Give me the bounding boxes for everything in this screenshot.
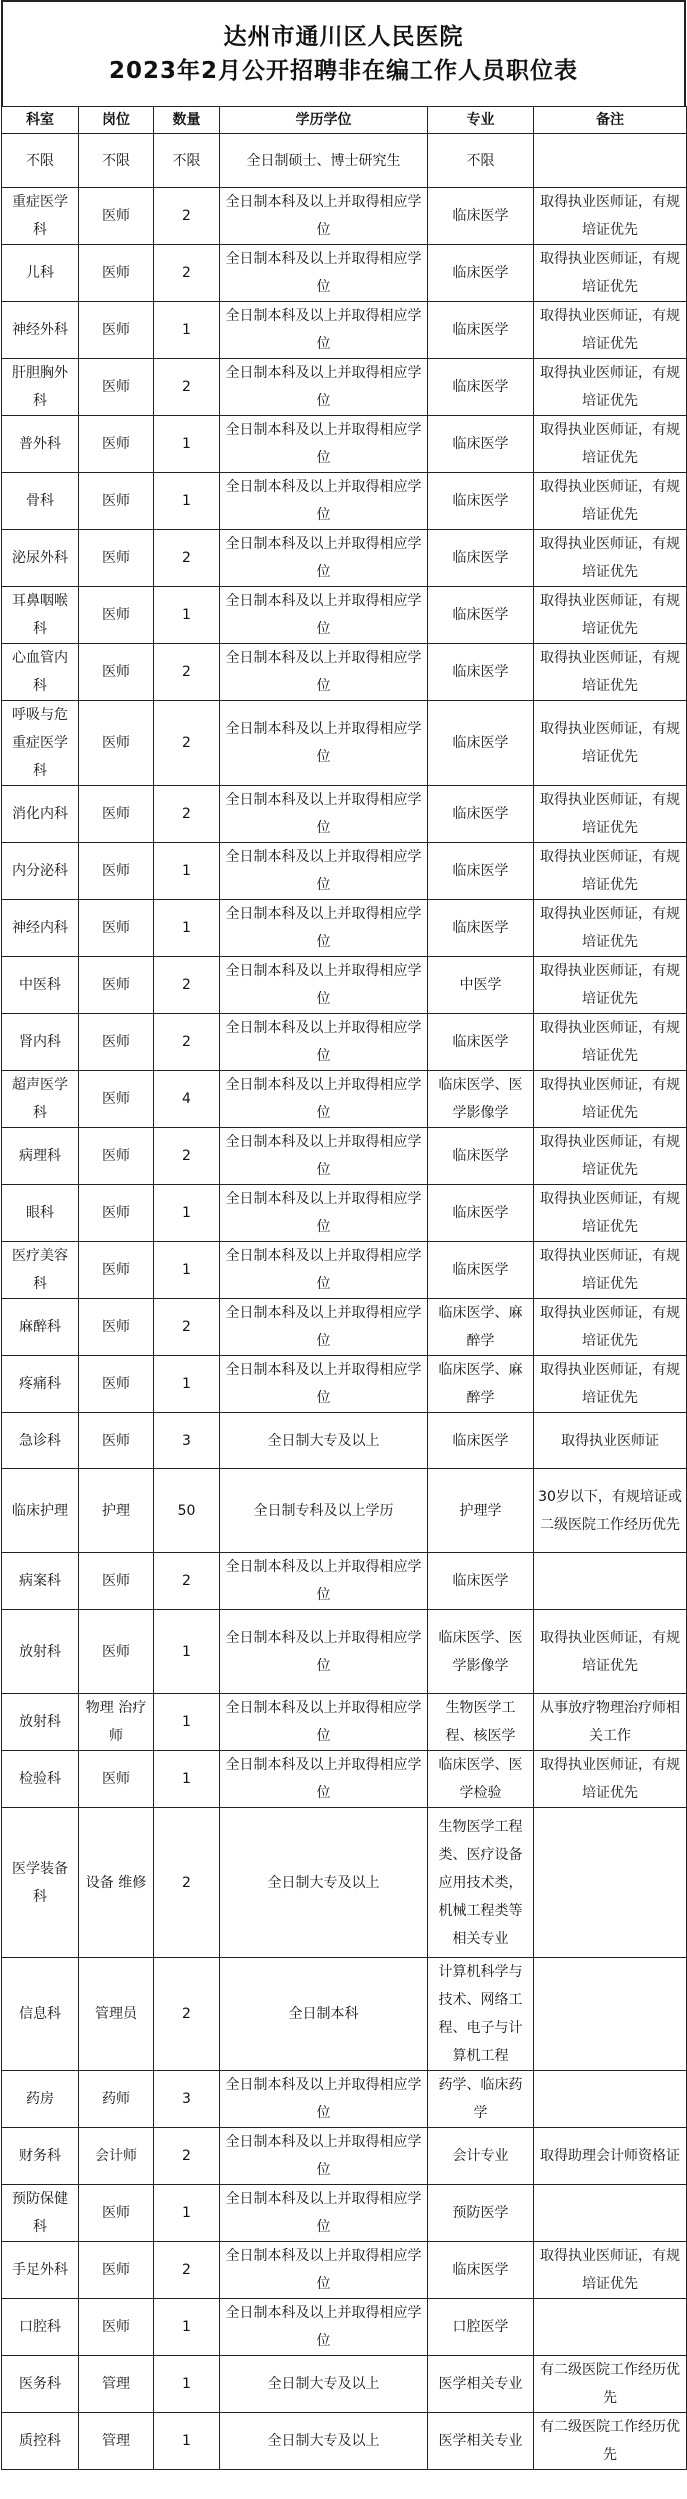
- cell-education: 全日制本科及以上并取得相应学位: [220, 786, 428, 843]
- table-row: [2, 2413, 687, 2470]
- cell-position: 医师: [79, 1071, 154, 1128]
- cell-major: 临床医学、麻醉学: [428, 1299, 534, 1356]
- cell-remarks: [534, 2071, 687, 2128]
- cell-department: 不限: [2, 134, 79, 188]
- cell-education: 全日制本科及以上并取得相应学位: [220, 2242, 428, 2299]
- cell-major: 临床医学: [428, 530, 534, 587]
- table-row: [2, 2242, 687, 2299]
- cell-department: 超声医学科: [2, 1071, 79, 1128]
- cell-remarks: 取得执业医师证，有规培证优先: [534, 416, 687, 473]
- cell-education: 全日制本科及以上并取得相应学位: [220, 1014, 428, 1071]
- cell-count: 1: [154, 2299, 220, 2356]
- cell-education: 全日制本科及以上并取得相应学位: [220, 900, 428, 957]
- cell-major: 临床医学: [428, 473, 534, 530]
- table-row: [2, 2185, 687, 2242]
- table-row: [2, 1553, 687, 1610]
- cell-count: 1: [154, 2356, 220, 2413]
- cell-department: 消化内科: [2, 786, 79, 843]
- cell-position: 医师: [79, 1610, 154, 1694]
- cell-position: 医师: [79, 1014, 154, 1071]
- cell-education: 全日制本科及以上并取得相应学位: [220, 188, 428, 245]
- cell-education: 全日制本科及以上并取得相应学位: [220, 1356, 428, 1413]
- cell-major: 预防医学: [428, 2185, 534, 2242]
- cell-major: 临床医学、医学影像学: [428, 1071, 534, 1128]
- cell-count: 2: [154, 2128, 220, 2185]
- table-row: [2, 1128, 687, 1185]
- cell-department: 病理科: [2, 1128, 79, 1185]
- table-row: [2, 416, 687, 473]
- cell-department: 内分泌科: [2, 843, 79, 900]
- cell-major: 临床医学、医学影像学: [428, 1610, 534, 1694]
- cell-major: 计算机科学与技术、网络工程、电子与计算机工程: [428, 1958, 534, 2071]
- cell-department: 急诊科: [2, 1413, 79, 1469]
- cell-major: 临床医学: [428, 2242, 534, 2299]
- cell-count: 2: [154, 1808, 220, 1958]
- cell-education: 全日制本科及以上并取得相应学位: [220, 2185, 428, 2242]
- table-row: [2, 1958, 687, 2071]
- header-major: 专业: [428, 107, 534, 134]
- cell-count: 1: [154, 1185, 220, 1242]
- cell-remarks: 取得执业医师证，有规培证优先: [534, 957, 687, 1014]
- cell-count: 2: [154, 359, 220, 416]
- cell-position: 医师: [79, 644, 154, 701]
- cell-department: 临床护理: [2, 1469, 79, 1553]
- document: [1, 0, 686, 2470]
- cell-remarks: 取得执业医师证，有规培证优先: [534, 1242, 687, 1299]
- cell-department: 肾内科: [2, 1014, 79, 1071]
- cell-count: 4: [154, 1071, 220, 1128]
- cell-remarks: [534, 1958, 687, 2071]
- cell-education: 全日制本科及以上并取得相应学位: [220, 530, 428, 587]
- cell-department: 口腔科: [2, 2299, 79, 2356]
- cell-major: 临床医学: [428, 1185, 534, 1242]
- header-remarks: 备注: [534, 107, 687, 134]
- table-row: [2, 1356, 687, 1413]
- table-row: [2, 302, 687, 359]
- cell-position: 医师: [79, 2242, 154, 2299]
- cell-education: 全日制本科及以上并取得相应学位: [220, 587, 428, 644]
- cell-remarks: 取得执业医师证，有规培证优先: [534, 1014, 687, 1071]
- cell-count: 2: [154, 1299, 220, 1356]
- cell-count: 1: [154, 1356, 220, 1413]
- cell-department: 重症医学科: [2, 188, 79, 245]
- cell-count: 2: [154, 1014, 220, 1071]
- table-row: [2, 900, 687, 957]
- cell-major: 不限: [428, 134, 534, 188]
- cell-remarks: 取得助理会计师资格证: [534, 2128, 687, 2185]
- cell-position: 医师: [79, 587, 154, 644]
- cell-count: 2: [154, 957, 220, 1014]
- cell-department: 放射科: [2, 1610, 79, 1694]
- cell-education: 全日制本科及以上并取得相应学位: [220, 1751, 428, 1808]
- cell-education: 全日制本科及以上并取得相应学位: [220, 1242, 428, 1299]
- cell-education: 全日制硕士、博士研究生: [220, 134, 428, 188]
- cell-major: 临床医学: [428, 587, 534, 644]
- cell-major: 临床医学: [428, 1553, 534, 1610]
- cell-major: 临床医学: [428, 701, 534, 786]
- cell-education: 全日制大专及以上: [220, 2356, 428, 2413]
- cell-remarks: 取得执业医师证，有规培证优先: [534, 786, 687, 843]
- cell-education: 全日制本科及以上并取得相应学位: [220, 416, 428, 473]
- cell-position: 医师: [79, 786, 154, 843]
- cell-major: 口腔医学: [428, 2299, 534, 2356]
- cell-position: 管理: [79, 2356, 154, 2413]
- cell-education: 全日制本科及以上并取得相应学位: [220, 1185, 428, 1242]
- cell-position: 医师: [79, 1242, 154, 1299]
- cell-position: 管理: [79, 2413, 154, 2470]
- cell-count: 1: [154, 843, 220, 900]
- cell-education: 全日制本科及以上并取得相应学位: [220, 2299, 428, 2356]
- cell-count: 1: [154, 1694, 220, 1751]
- cell-education: 全日制本科: [220, 1958, 428, 2071]
- cell-remarks: 取得执业医师证，有规培证优先: [534, 587, 687, 644]
- cell-remarks: 取得执业医师证，有规培证优先: [534, 188, 687, 245]
- cell-department: 药房: [2, 2071, 79, 2128]
- cell-count: 2: [154, 530, 220, 587]
- table-row: [2, 957, 687, 1014]
- cell-remarks: 取得执业医师证，有规培证优先: [534, 1071, 687, 1128]
- cell-major: 临床医学: [428, 302, 534, 359]
- cell-major: 临床医学: [428, 188, 534, 245]
- cell-major: 临床医学: [428, 359, 534, 416]
- cell-department: 儿科: [2, 245, 79, 302]
- cell-count: 2: [154, 701, 220, 786]
- cell-remarks: 取得执业医师证，有规培证优先: [534, 245, 687, 302]
- cell-department: 普外科: [2, 416, 79, 473]
- table-row: [2, 1610, 687, 1694]
- cell-count: 50: [154, 1469, 220, 1553]
- document-subtitle: 2023年2月公开招聘非在编工作人员职位表: [108, 58, 579, 84]
- title-block: [1, 0, 686, 106]
- header-position: 岗位: [79, 107, 154, 134]
- cell-count: 2: [154, 1553, 220, 1610]
- cell-major: 药学、临床药学: [428, 2071, 534, 2128]
- cell-position: 医师: [79, 1751, 154, 1808]
- cell-count: 1: [154, 587, 220, 644]
- table-row: [2, 1469, 687, 1553]
- cell-remarks: 取得执业医师证，有规培证优先: [534, 1299, 687, 1356]
- cell-remarks: 取得执业医师证，有规培证优先: [534, 701, 687, 786]
- cell-major: 临床医学、麻醉学: [428, 1356, 534, 1413]
- table-row: [2, 359, 687, 416]
- table-row: [2, 1751, 687, 1808]
- header-department: 科室: [2, 107, 79, 134]
- cell-department: 疼痛科: [2, 1356, 79, 1413]
- cell-remarks: 有二级医院工作经历优先: [534, 2356, 687, 2413]
- cell-remarks: 取得执业医师证，有规培证优先: [534, 302, 687, 359]
- cell-position: 医师: [79, 957, 154, 1014]
- cell-count: 2: [154, 1128, 220, 1185]
- cell-count: 不限: [154, 134, 220, 188]
- cell-position: 医师: [79, 701, 154, 786]
- table-row: [2, 188, 687, 245]
- cell-department: 财务科: [2, 2128, 79, 2185]
- cell-department: 中医科: [2, 957, 79, 1014]
- cell-major: 医学相关专业: [428, 2413, 534, 2470]
- cell-education: 全日制本科及以上并取得相应学位: [220, 1071, 428, 1128]
- cell-major: 临床医学: [428, 644, 534, 701]
- cell-major: 临床医学、医学检验: [428, 1751, 534, 1808]
- cell-count: 2: [154, 188, 220, 245]
- cell-position: 医师: [79, 1185, 154, 1242]
- table-row: [2, 1185, 687, 1242]
- cell-count: 1: [154, 1610, 220, 1694]
- cell-remarks: [534, 134, 687, 188]
- cell-remarks: 取得执业医师证，有规培证优先: [534, 1356, 687, 1413]
- cell-major: 临床医学: [428, 843, 534, 900]
- cell-education: 全日制本科及以上并取得相应学位: [220, 1694, 428, 1751]
- table-row: [2, 2071, 687, 2128]
- cell-remarks: 30岁以下，有规培证或二级医院工作经历优先: [534, 1469, 687, 1553]
- cell-education: 全日制大专及以上: [220, 1808, 428, 1958]
- cell-position: 医师: [79, 1413, 154, 1469]
- table-row: [2, 1014, 687, 1071]
- cell-education: 全日制本科及以上并取得相应学位: [220, 644, 428, 701]
- cell-position: 医师: [79, 530, 154, 587]
- cell-position: 医师: [79, 900, 154, 957]
- cell-position: 管理员: [79, 1958, 154, 2071]
- cell-education: 全日制本科及以上并取得相应学位: [220, 1553, 428, 1610]
- cell-count: 1: [154, 2185, 220, 2242]
- cell-remarks: 取得执业医师证，有规培证优先: [534, 1751, 687, 1808]
- cell-count: 1: [154, 2413, 220, 2470]
- cell-count: 1: [154, 900, 220, 957]
- table-row: [2, 2128, 687, 2185]
- document-title: 达州市通川区人民医院: [223, 24, 464, 50]
- table-row: [2, 530, 687, 587]
- cell-education: 全日制专科及以上学历: [220, 1469, 428, 1553]
- cell-education: 全日制本科及以上并取得相应学位: [220, 302, 428, 359]
- table-row: [2, 473, 687, 530]
- cell-education: 全日制大专及以上: [220, 1413, 428, 1469]
- cell-department: 医务科: [2, 2356, 79, 2413]
- cell-education: 全日制本科及以上并取得相应学位: [220, 1610, 428, 1694]
- cell-education: 全日制本科及以上并取得相应学位: [220, 245, 428, 302]
- cell-major: 护理学: [428, 1469, 534, 1553]
- cell-remarks: 取得执业医师证，有规培证优先: [534, 1128, 687, 1185]
- cell-position: 医师: [79, 2299, 154, 2356]
- cell-education: 全日制本科及以上并取得相应学位: [220, 473, 428, 530]
- cell-department: 呼吸与危重症医学科: [2, 701, 79, 786]
- cell-remarks: 从事放疗物理治疗师相关工作: [534, 1694, 687, 1751]
- cell-count: 2: [154, 786, 220, 843]
- cell-remarks: 取得执业医师证，有规培证优先: [534, 2242, 687, 2299]
- cell-major: 临床医学: [428, 1014, 534, 1071]
- cell-major: 临床医学: [428, 786, 534, 843]
- cell-position: 物理 治疗师: [79, 1694, 154, 1751]
- cell-department: 肝胆胸外科: [2, 359, 79, 416]
- cell-department: 心血管内科: [2, 644, 79, 701]
- cell-department: 病案科: [2, 1553, 79, 1610]
- positions-table: [1, 106, 687, 2470]
- table-row: [2, 1299, 687, 1356]
- cell-department: 医学装备科: [2, 1808, 79, 1958]
- table-row: [2, 701, 687, 786]
- cell-department: 检验科: [2, 1751, 79, 1808]
- cell-position: 医师: [79, 245, 154, 302]
- cell-remarks: 取得执业医师证: [534, 1413, 687, 1469]
- cell-count: 2: [154, 1958, 220, 2071]
- cell-department: 手足外科: [2, 2242, 79, 2299]
- cell-position: 医师: [79, 2185, 154, 2242]
- cell-remarks: 取得执业医师证，有规培证优先: [534, 900, 687, 957]
- cell-department: 麻醉科: [2, 1299, 79, 1356]
- cell-position: 设备 维修: [79, 1808, 154, 1958]
- cell-remarks: 取得执业医师证，有规培证优先: [534, 473, 687, 530]
- table-row: [2, 843, 687, 900]
- cell-count: 1: [154, 473, 220, 530]
- cell-position: 药师: [79, 2071, 154, 2128]
- cell-department: 骨科: [2, 473, 79, 530]
- cell-remarks: 取得执业医师证，有规培证优先: [534, 1610, 687, 1694]
- cell-position: 医师: [79, 302, 154, 359]
- cell-position: 医师: [79, 473, 154, 530]
- cell-remarks: [534, 2185, 687, 2242]
- cell-education: 全日制大专及以上: [220, 2413, 428, 2470]
- table-row: [2, 1071, 687, 1128]
- cell-major: 会计专业: [428, 2128, 534, 2185]
- cell-department: 预防保健科: [2, 2185, 79, 2242]
- cell-remarks: [534, 1808, 687, 1958]
- cell-education: 全日制本科及以上并取得相应学位: [220, 2071, 428, 2128]
- cell-remarks: 取得执业医师证，有规培证优先: [534, 843, 687, 900]
- cell-education: 全日制本科及以上并取得相应学位: [220, 1299, 428, 1356]
- cell-position: 医师: [79, 1553, 154, 1610]
- table-row: [2, 2356, 687, 2413]
- table-row: [2, 587, 687, 644]
- cell-remarks: [534, 2299, 687, 2356]
- cell-education: 全日制本科及以上并取得相应学位: [220, 1128, 428, 1185]
- cell-count: 2: [154, 2242, 220, 2299]
- cell-position: 医师: [79, 359, 154, 416]
- cell-department: 神经内科: [2, 900, 79, 957]
- cell-position: 医师: [79, 416, 154, 473]
- table-row: [2, 1242, 687, 1299]
- cell-remarks: 取得执业医师证，有规培证优先: [534, 644, 687, 701]
- cell-count: 2: [154, 644, 220, 701]
- cell-remarks: 取得执业医师证，有规培证优先: [534, 1185, 687, 1242]
- cell-major: 临床医学: [428, 900, 534, 957]
- header-education: 学历学位: [220, 107, 428, 134]
- cell-remarks: 取得执业医师证，有规培证优先: [534, 530, 687, 587]
- table-row: [2, 245, 687, 302]
- cell-education: 全日制本科及以上并取得相应学位: [220, 2128, 428, 2185]
- cell-position: 医师: [79, 1128, 154, 1185]
- cell-education: 全日制本科及以上并取得相应学位: [220, 957, 428, 1014]
- cell-remarks: 有二级医院工作经历优先: [534, 2413, 687, 2470]
- table-row: [2, 1808, 687, 1958]
- cell-education: 全日制本科及以上并取得相应学位: [220, 843, 428, 900]
- cell-remarks: [534, 1553, 687, 1610]
- table-row: [2, 134, 687, 188]
- cell-position: 医师: [79, 1356, 154, 1413]
- cell-position: 医师: [79, 1299, 154, 1356]
- table-row: [2, 1694, 687, 1751]
- cell-count: 2: [154, 245, 220, 302]
- cell-count: 1: [154, 1242, 220, 1299]
- cell-major: 临床医学: [428, 245, 534, 302]
- cell-major: 临床医学: [428, 1128, 534, 1185]
- cell-department: 信息科: [2, 1958, 79, 2071]
- cell-major: 中医学: [428, 957, 534, 1014]
- cell-count: 3: [154, 2071, 220, 2128]
- cell-major: 临床医学: [428, 1413, 534, 1469]
- cell-department: 质控科: [2, 2413, 79, 2470]
- cell-major: 生物医学工程、核医学: [428, 1694, 534, 1751]
- table-row: [2, 786, 687, 843]
- cell-education: 全日制本科及以上并取得相应学位: [220, 359, 428, 416]
- cell-major: 医学相关专业: [428, 2356, 534, 2413]
- cell-position: 医师: [79, 188, 154, 245]
- cell-department: 医疗美容科: [2, 1242, 79, 1299]
- cell-major: 生物医学工程类、医疗设备应用技术类，机械工程类等相关专业: [428, 1808, 534, 1958]
- header-count: 数量: [154, 107, 220, 134]
- cell-department: 神经外科: [2, 302, 79, 359]
- cell-department: 泌尿外科: [2, 530, 79, 587]
- cell-position: 护理: [79, 1469, 154, 1553]
- cell-remarks: 取得执业医师证，有规培证优先: [534, 359, 687, 416]
- cell-count: 1: [154, 416, 220, 473]
- cell-department: 放射科: [2, 1694, 79, 1751]
- table-row: [2, 644, 687, 701]
- table-body: [2, 134, 687, 2470]
- cell-position: 不限: [79, 134, 154, 188]
- table-header-row: [2, 107, 687, 134]
- cell-position: 会计师: [79, 2128, 154, 2185]
- cell-education: 全日制本科及以上并取得相应学位: [220, 701, 428, 786]
- cell-major: 临床医学: [428, 1242, 534, 1299]
- cell-department: 眼科: [2, 1185, 79, 1242]
- cell-count: 3: [154, 1413, 220, 1469]
- cell-count: 1: [154, 302, 220, 359]
- cell-major: 临床医学: [428, 416, 534, 473]
- cell-count: 1: [154, 1751, 220, 1808]
- table-row: [2, 1413, 687, 1469]
- cell-department: 耳鼻咽喉科: [2, 587, 79, 644]
- table-row: [2, 2299, 687, 2356]
- cell-position: 医师: [79, 843, 154, 900]
